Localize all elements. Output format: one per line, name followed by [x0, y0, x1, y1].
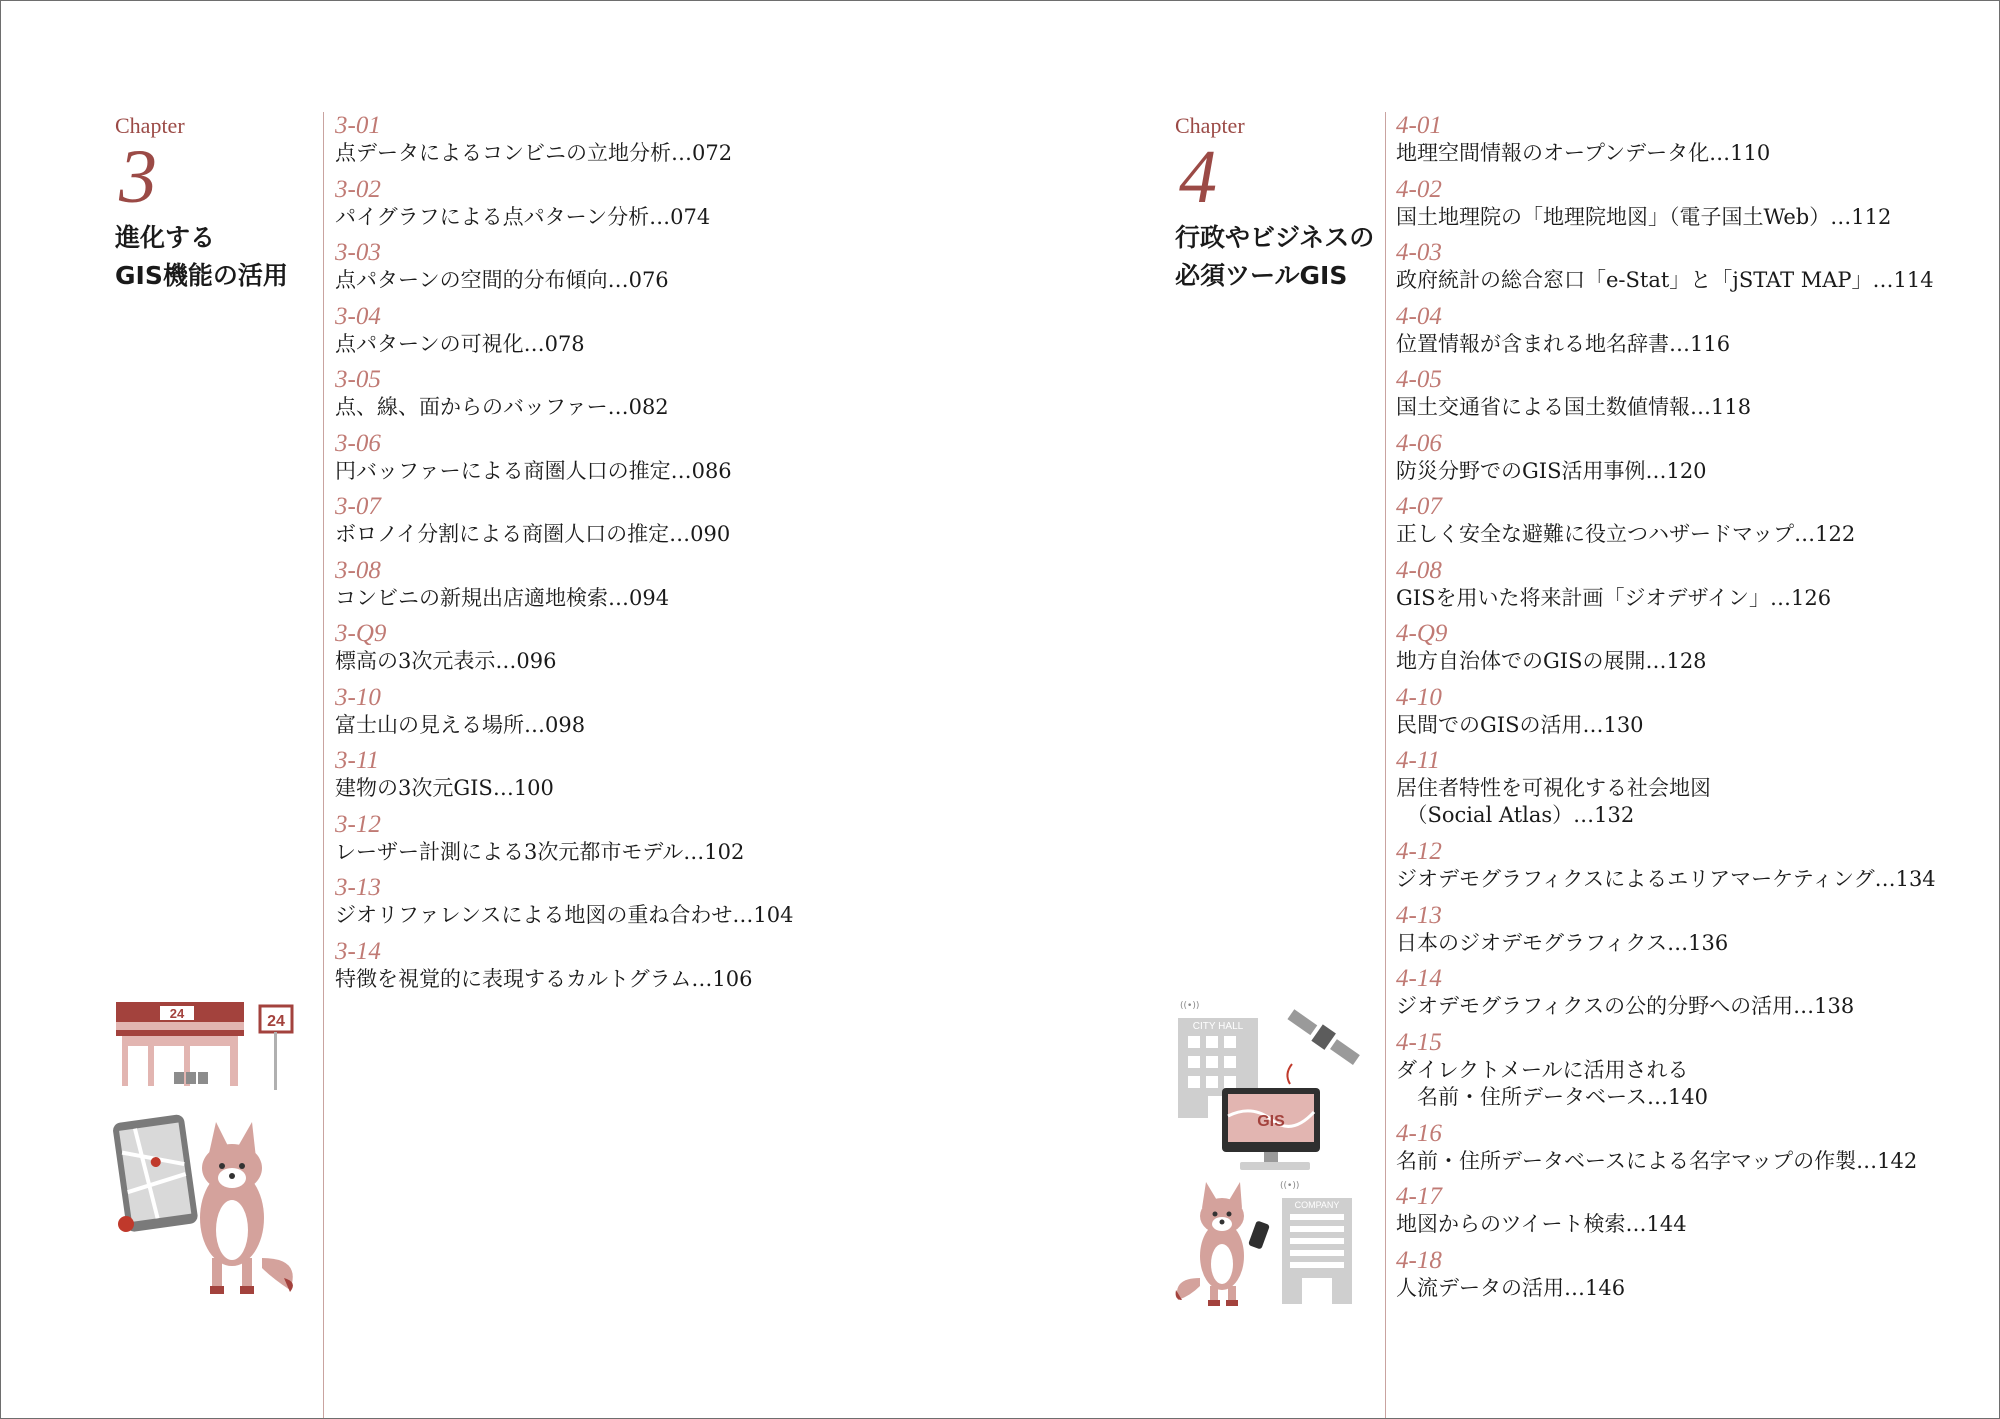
toc-entry-title: 点データによるコンビニの立地分析…072 [335, 141, 733, 165]
toc-entry-title: ボロノイ分割による商圏人口の推定…090 [335, 522, 731, 546]
toc-entry-number: 4-Q9 [1396, 620, 1448, 647]
toc-entry[interactable] [1396, 430, 1986, 494]
toc-entry-title: 政府統計の総合窓口「e-Stat」と「jSTAT MAP」…114 [1396, 268, 1934, 292]
toc-entry[interactable] [1396, 112, 1986, 176]
chapter3-divider [323, 112, 324, 1418]
city-hall-satellite-gis-icon [1172, 996, 1372, 1176]
toc-entry-title: 正しく安全な避難に役立つハザードマップ…122 [1396, 522, 1856, 546]
toc-entry-number: 4-12 [1396, 838, 1442, 865]
toc-entry[interactable] [335, 303, 935, 367]
toc-entry-number: 3-07 [335, 493, 381, 520]
toc-entry[interactable] [335, 493, 935, 557]
toc-entry-title: 標高の3次元表示…096 [335, 649, 557, 673]
toc-entry-title: 特徴を視覚的に表現するカルトグラム…106 [335, 966, 753, 991]
chapter3-label: Chapter [115, 113, 185, 138]
toc-entry-title: パイグラフによる点パターン分析…074 [335, 204, 711, 229]
toc-entry-number: 4-01 [1396, 112, 1442, 139]
toc-entry-number: 4-03 [1396, 239, 1442, 266]
toc-entry-number: 4-06 [1396, 429, 1442, 457]
toc-entry[interactable] [1396, 620, 1986, 684]
city-hall-text: CITY HALL [1192, 1021, 1244, 1032]
toc-entry-number: 4-18 [1396, 1246, 1442, 1274]
toc-entry[interactable] [335, 684, 935, 748]
toc-entry-number: 4-13 [1396, 901, 1442, 929]
toc-entry[interactable] [1396, 747, 1986, 838]
chapter4-divider [1385, 112, 1386, 1418]
toc-entry-number: 4-02 [1396, 175, 1442, 203]
toc-entry[interactable] [335, 239, 935, 303]
toc-entry-title: GISを用いた将来計画「ジオデザイン」…126 [1396, 585, 1832, 610]
toc-entry-title: 地理空間情報のオープンデータ化…110 [1396, 141, 1771, 165]
toc-entry-number: 3-12 [335, 810, 381, 838]
toc-entry[interactable] [1396, 1120, 1986, 1184]
toc-entry[interactable] [335, 811, 935, 875]
toc-entry[interactable] [1396, 1029, 1986, 1120]
toc-entry-number: 4-05 [1396, 366, 1442, 393]
toc-entry-number: 4-14 [1396, 965, 1442, 992]
store-sign-text: 24 [169, 1006, 185, 1021]
toc-entry-number: 4-16 [1396, 1119, 1442, 1147]
toc-entry[interactable] [335, 430, 935, 494]
svg-text:((•)): ((•)) [1180, 1001, 1200, 1011]
chapter3-title: 進化する GIS機能の活用 [115, 223, 288, 290]
toc-entry[interactable] [1396, 902, 1986, 966]
toc-entry[interactable] [1396, 366, 1986, 430]
toc-entry-title: 日本のジオデモグラフィクス…136 [1396, 930, 1729, 955]
toc-entry-title: ダイレクトメールに活用される 名前・住所データベース…140 [1396, 1057, 1709, 1109]
chapter4-label: Chapter [1175, 113, 1245, 138]
toc-entry-number: 3-02 [335, 175, 381, 203]
toc-entry[interactable] [1396, 176, 1986, 240]
toc-entry-title: 建物の3次元GIS…100 [335, 776, 554, 800]
toc-entry-title: ジオリファレンスによる地図の重ね合わせ…104 [335, 903, 794, 927]
toc-entry-number: 3-08 [335, 556, 381, 584]
toc-entry-title: 名前・住所データベースによる名字マップの作製…142 [1396, 1148, 1918, 1173]
toc-entry-number: 3-11 [335, 747, 379, 774]
toc-entry[interactable] [335, 874, 935, 938]
chapter4-number: 4 [1179, 135, 1217, 219]
toc-entry-number: 4-08 [1396, 556, 1442, 584]
toc-entry[interactable] [335, 366, 935, 430]
chapter4-toc [1396, 112, 1986, 1310]
toc-entry-number: 4-15 [1396, 1028, 1442, 1056]
toc-entry-title: 点パターンの可視化…078 [335, 331, 585, 356]
toc-entry-title: 位置情報が含まれる地名辞書…116 [1396, 331, 1731, 356]
chapter4-title: 行政やビジネスの 必須ツールGIS [1175, 223, 1375, 290]
toc-entry[interactable] [335, 747, 935, 811]
toc-entry-title: 国土地理院の「地理院地図」（電子国土Web）…112 [1396, 204, 1892, 229]
toc-entry-number: 4-10 [1396, 683, 1442, 711]
toc-entry[interactable] [335, 620, 935, 684]
toc-entry-title: コンビニの新規出店適地検索…094 [335, 585, 670, 610]
toc-entry-number: 3-05 [335, 366, 381, 393]
toc-entry-title: 地図からのツイート検索…144 [1396, 1212, 1687, 1236]
chapter3-number: 3 [119, 135, 157, 219]
toc-entry-number: 4-04 [1396, 302, 1442, 330]
toc-entry[interactable] [1396, 557, 1986, 621]
convenience-store-icon [112, 996, 302, 1096]
toc-entry[interactable] [1396, 1247, 1986, 1311]
toc-entry-number: 3-13 [335, 874, 381, 901]
toc-entry-number: 3-01 [335, 112, 381, 139]
toc-entry[interactable] [335, 938, 935, 1002]
pole-sign-text: 24 [267, 1013, 285, 1030]
fox-with-tablet-icon [112, 1108, 312, 1308]
toc-entry-title: 円バッファーによる商圏人口の推定…086 [335, 458, 732, 483]
toc-entry-title: 点、線、面からのバッファー…082 [335, 395, 669, 419]
toc-entry[interactable] [1396, 493, 1986, 557]
toc-entry-title: 富士山の見える場所…098 [335, 712, 586, 737]
toc-entry[interactable] [1396, 965, 1986, 1029]
chapter3-heading [115, 115, 315, 295]
toc-entry-title: 国土交通省による国土数値情報…118 [1396, 395, 1752, 419]
chapter4-heading [1175, 115, 1405, 295]
toc-entry-title: 点パターンの空間的分布傾向…076 [335, 268, 669, 292]
toc-entry-number: 4-17 [1396, 1183, 1442, 1210]
toc-entry[interactable] [1396, 1183, 1986, 1247]
toc-entry-title: 民間でのGISの活用…130 [1396, 712, 1644, 737]
svg-text:((•)): ((•)) [1280, 1181, 1300, 1191]
chapter3-toc [335, 112, 935, 1001]
gis-screen-text: GIS [1257, 1113, 1285, 1130]
toc-entry-title: 人流データの活用…146 [1396, 1275, 1626, 1300]
toc-entry-number: 3-Q9 [335, 620, 387, 647]
toc-entry[interactable] [1396, 239, 1986, 303]
fox-with-phone-icon [1172, 1178, 1372, 1308]
toc-entry[interactable] [1396, 684, 1986, 748]
company-text: COMPANY [1294, 1200, 1340, 1210]
toc-entry-number: 3-06 [335, 429, 381, 457]
toc-entry[interactable] [335, 557, 935, 621]
toc-entry-title: 地方自治体でのGISの展開…128 [1396, 649, 1707, 673]
toc-entry-title: ジオデモグラフィクスの公的分野への活用…138 [1396, 994, 1855, 1018]
toc-entry-title: レーザー計測による3次元都市モデル…102 [335, 839, 745, 864]
toc-entry-number: 3-14 [335, 937, 381, 965]
toc-entry[interactable] [1396, 303, 1986, 367]
toc-entry[interactable] [335, 112, 935, 176]
toc-entry[interactable] [335, 176, 935, 240]
toc-entry-number: 3-03 [335, 239, 381, 266]
toc-entry-title: 居住者特性を可視化する社会地図 （Social Atlas）…132 [1396, 776, 1711, 827]
toc-entry-title: 防災分野でのGIS活用事例…120 [1396, 458, 1707, 483]
toc-entry-title: ジオデモグラフィクスによるエリアマーケティング…134 [1396, 867, 1936, 891]
toc-entry-number: 3-04 [335, 302, 381, 330]
toc-entry-number: 4-07 [1396, 493, 1442, 520]
toc-entry-number: 4-11 [1396, 747, 1440, 774]
toc-entry-number: 3-10 [335, 683, 381, 711]
toc-entry[interactable] [1396, 838, 1986, 902]
